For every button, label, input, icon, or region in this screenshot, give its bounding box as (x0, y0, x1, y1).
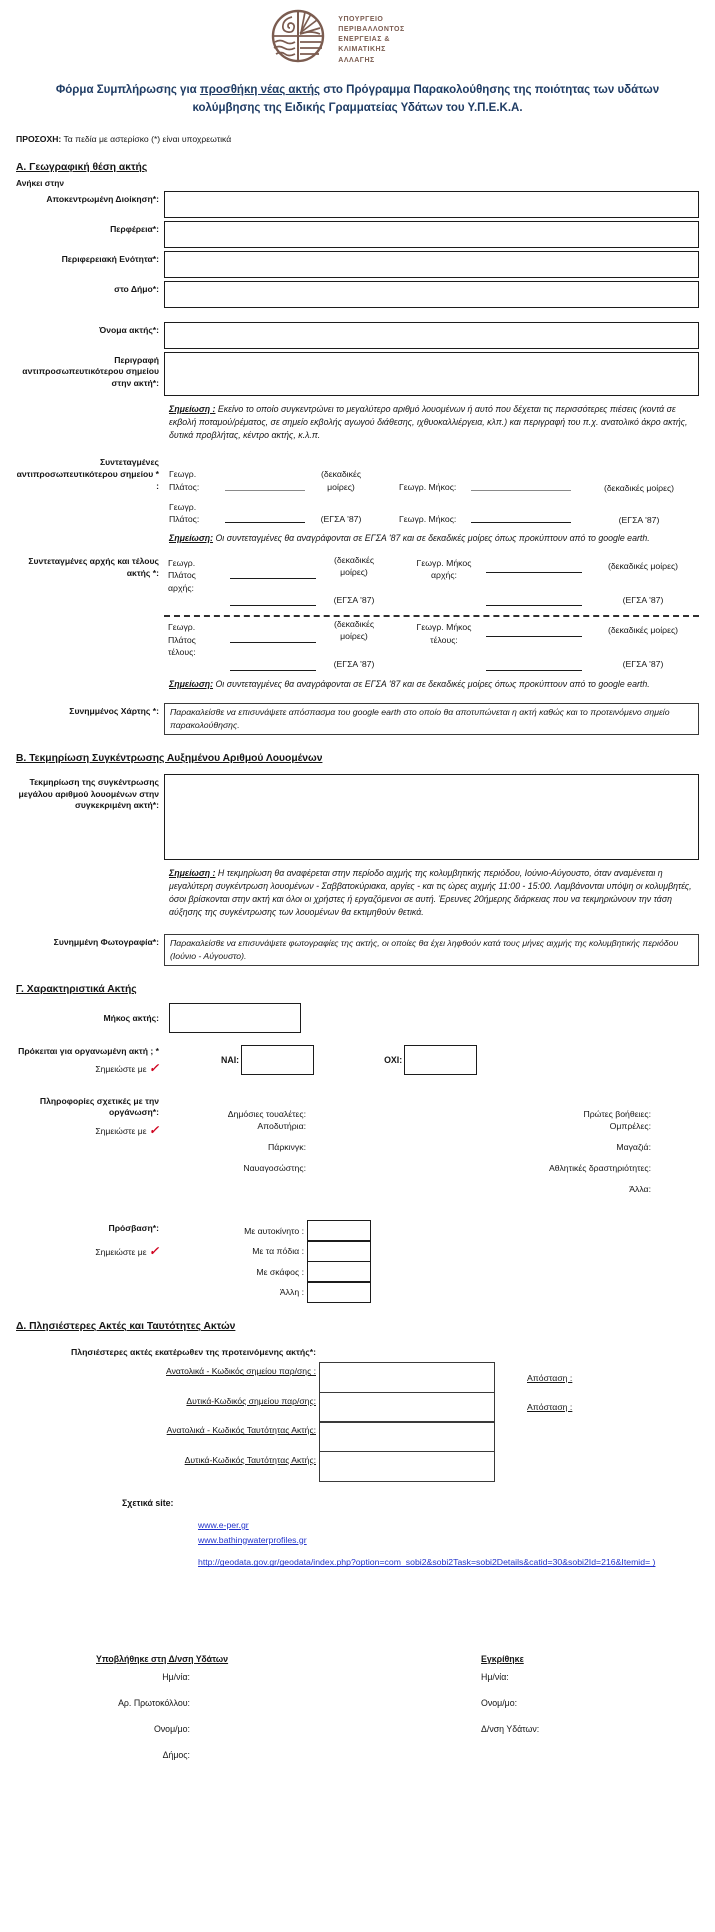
ministry-name (338, 8, 404, 66)
start-latitude-label: Γεωγρ. Πλάτος αρχής: (168, 558, 196, 593)
public-toilets-label[interactable]: Δημόσιες τουαλέτες: (227, 1108, 306, 1119)
attached-photo-label: Συνημμένη Φωτογραφία*: (53, 936, 159, 947)
longitude-label: Γεωγρ. Μήκος: (399, 513, 457, 524)
regional-unit-label: Περιφερειακή Ενότητα*: (61, 253, 159, 264)
no-label: ΟΧΙ: (384, 1054, 403, 1065)
no-checkbox[interactable] (404, 1045, 477, 1075)
bathingwaterprofiles-link[interactable]: www.bathingwaterprofiles.gr (198, 1534, 307, 1545)
attention-text: Τα πεδία με αστερίσκο (*) είναι υποχρεωτικά (61, 133, 232, 144)
mark-with-label: Σημειώστε με (95, 1125, 147, 1136)
approved-name-label: Ονομ/μο: (481, 1698, 518, 1709)
east-identity-code-row (16, 1421, 699, 1452)
section-a-heading: Α. Γεωγραφική θέση ακτής (16, 161, 148, 173)
submitted-block (16, 1654, 346, 1760)
rep-point-desc-label: Περιγραφή αντιπροσωπευτικότερου σημείου στην ακτή*: (22, 354, 159, 388)
west-identity-code-input[interactable] (319, 1451, 495, 1482)
yes-no-area (164, 1043, 477, 1077)
rep-point-desc-input[interactable] (164, 352, 699, 396)
east-point-code-row (16, 1362, 699, 1393)
ministry-logo-icon (270, 8, 326, 69)
note-label: Σημείωση : (169, 403, 216, 414)
note-label: Σημείωση: (169, 533, 214, 544)
page-title (16, 81, 699, 118)
by-boat-label: Με σκάφος : (256, 1266, 304, 1277)
startend-coords-label: Συντεταγμένες αρχής και τέλους ακτής *: (28, 556, 159, 579)
yes-checkbox[interactable] (241, 1045, 314, 1075)
nearest-beaches-intro: Πλησιέστερες ακτές εκατέρωθεν της προτεινόμενης ακτής*: (71, 1347, 316, 1358)
belongs-to-label: Ανήκει στην (16, 177, 65, 188)
mark-with-line (16, 1122, 159, 1138)
egsa87-unit: (ΕΓΣΑ '87) (333, 594, 375, 605)
egsa87-unit: (ΕΓΣΑ '87) (622, 658, 664, 669)
egsa87-unit: (ΕΓΣΑ '87) (618, 515, 660, 526)
parking-label[interactable]: Πάρκινγκ: (268, 1141, 306, 1152)
ministry-line: ΠΕΡΙΒΑΛΛΟΝΤΟΣ (338, 26, 405, 34)
east-point-code-label: Ανατολικά - Κωδικός σημείου παρ/σης : (166, 1366, 316, 1377)
decimal-degrees-unit: (δεκαδικές μοίρες) (320, 469, 362, 492)
east-identity-code-label: Ανατολικά - Κωδικός Ταυτότητας Ακτής: (166, 1425, 316, 1436)
organized-beach-label: Πρόκειται για οργανωμένη ακτή ; * (18, 1045, 159, 1056)
section-c-heading: Γ. Χαρακτηριστικά Ακτής (16, 983, 137, 995)
approved-heading: Εγκρίθηκε (481, 1654, 524, 1665)
section-b-heading: Β. Τεκμηρίωση Συγκέντρωσης Αυξημένου Αριθμού Λουομένων (16, 752, 323, 764)
start-end-divider (164, 615, 699, 617)
e-per-link[interactable]: www.e-per.gr (198, 1519, 249, 1530)
footer (16, 1654, 699, 1760)
geodata-link[interactable]: http://geodata.gov.gr/geodata/index.php?option=com_sobi2&sobi2Task=sobi2Details&catid=30&sobi2Id=216&Itemid= ) (198, 1557, 656, 1568)
east-point-code-input[interactable] (319, 1362, 495, 1393)
latitude-egsa-input[interactable] (225, 508, 305, 523)
longitude-decimal-input[interactable] (471, 476, 571, 491)
lifeguard-label[interactable]: Ναυαγοσώστης: (243, 1162, 306, 1173)
note-text: Οι συντεταγμένες θα αναγράφονται σε ΕΓΣΑ '87 και σε δεκαδικές μοίρες όπως προκύπτουν από το google earth. (213, 678, 650, 689)
checkmark-icon: ✓ (148, 1122, 159, 1137)
mark-with-line (16, 1060, 159, 1076)
other-access-checkbox[interactable] (307, 1281, 371, 1303)
attached-map-label: Συνημμένος Χάρτης *: (69, 705, 159, 716)
west-point-code-row (16, 1392, 699, 1423)
municipality-input[interactable] (164, 281, 699, 308)
organized-beach-label-block (16, 1043, 164, 1077)
mark-with-label: Σημειώστε με (95, 1247, 147, 1258)
justification-input[interactable] (164, 774, 699, 860)
attached-photo-placeholder: Παρακαλείσθε να επισυνάψετε φωτογραφίες της ακτής, οι οποίες θα έχει ληφθούν κατά τους μήνες αιχμής της κολυμβητικής περιόδου (Ιούνιο - Αύγουστο). (170, 937, 679, 961)
start-latitude-decimal-input[interactable] (230, 568, 316, 579)
beach-name-input[interactable] (164, 322, 699, 349)
latitude-decimal-input[interactable] (225, 476, 305, 491)
start-longitude-decimal-input[interactable] (486, 562, 582, 573)
end-latitude-group (168, 619, 386, 670)
attached-map-input[interactable] (164, 703, 699, 735)
rep-coords-row-decimal (169, 468, 699, 492)
organization-info-label: Πληροφορίες σχετικές με την οργάνωση*: (39, 1095, 159, 1118)
ministry-line: ΑΛΛΑΓΗΣ (338, 56, 375, 64)
submitted-name-label: Ονομ/μο: (153, 1724, 190, 1735)
mark-with-line (16, 1243, 159, 1259)
regional-unit-input[interactable] (164, 251, 699, 278)
title-part3: στο Πρόγραμμα Παρακολούθησης της ποιότητας των υδάτων κολύμβησης της Ειδικής Γραμματείας Υδάτων του Υ.Π.Ε.Κ.Α. (192, 84, 660, 115)
decentralized-admin-label: Αποκεντρωμένη Διοίκηση*: (46, 193, 159, 204)
title-part1: Φόρμα Συμπλήρωσης για (55, 84, 200, 96)
start-coords-rows (164, 555, 699, 606)
east-identity-code-input[interactable] (319, 1421, 495, 1452)
related-sites-label: Σχετικά site: (122, 1497, 174, 1508)
latitude-label: Γεωγρ. Πλάτος: (169, 501, 200, 524)
field-row-beach-name (16, 322, 699, 349)
field-row-region (16, 221, 699, 248)
protocol-number-label: Αρ. Πρωτοκόλλου: (118, 1698, 190, 1709)
decimal-degrees-unit: (δεκαδικές μοίρες) (333, 619, 375, 642)
title-part2-underlined: προσθήκη νέας ακτής (199, 84, 321, 96)
west-identity-code-row (16, 1451, 699, 1482)
organized-beach-row (16, 1043, 699, 1077)
note-text: Οι συντεταγμένες θα αναγράφονται σε ΕΓΣΑ '87 και σε δεκαδικές μοίρες όπως προκύπτουν από το google earth. (213, 533, 650, 544)
checkmark-icon: ✓ (148, 1244, 159, 1259)
start-longitude-egsa-input[interactable] (486, 595, 582, 606)
other-label[interactable]: Άλλα: (629, 1183, 651, 1194)
field-row-beach-length (16, 1003, 699, 1033)
yes-label: ΝΑΙ: (221, 1054, 240, 1065)
on-foot-checkbox[interactable] (307, 1240, 371, 1262)
field-row-regional-unit (16, 251, 699, 278)
distance-label: Απόσταση : (527, 1372, 573, 1383)
section-d-heading: Δ. Πλησιέστερες Ακτές και Ταυτότητες Ακτών (16, 1321, 236, 1333)
shops-label[interactable]: Μαγαζιά: (616, 1141, 651, 1152)
coords-note (169, 532, 699, 545)
region-input[interactable] (164, 221, 699, 248)
approved-block (481, 1654, 539, 1760)
by-car-checkbox[interactable] (307, 1220, 371, 1242)
field-row-municipality (16, 281, 699, 308)
egsa87-unit: (ΕΓΣΑ '87) (333, 658, 375, 669)
attached-map-placeholder: Παρακαλείσθε να επισυνάψετε απόσπασμα του google earth στο οποίο θα αποτυπώνεται η ακτή καθώς και το προτεινόμενο σημείο παρακολούθησης. (170, 706, 670, 730)
decimal-degrees-unit: (δεκαδικές μοίρες) (603, 482, 675, 493)
distance-label: Απόσταση : (527, 1402, 573, 1413)
organization-info-label-block (16, 1093, 164, 1194)
access-options (222, 1220, 371, 1304)
west-identity-code-label: Δυτικά-Κωδικός Ταυτότητας Ακτής: (184, 1454, 316, 1465)
submitted-municipality-label: Δήμος: (162, 1750, 190, 1761)
decimal-degrees-unit: (δεκαδικές μοίρες) (607, 561, 679, 572)
start-latitude-group (168, 555, 386, 606)
region-label: Περφέρεια*: (110, 223, 159, 234)
justification-label: Τεκμηρίωση της συγκέντρωσης μεγάλου αριθμού λουομένων στην συγκεκριμένη ακτή*: (18, 776, 159, 811)
end-longitude-egsa-input[interactable] (486, 660, 582, 671)
access-label-block (16, 1220, 164, 1304)
end-latitude-egsa-input[interactable] (230, 660, 316, 671)
related-links (198, 1518, 699, 1570)
approved-date-label: Ημ/νία: (481, 1672, 509, 1683)
related-sites (122, 1498, 699, 1570)
field-row-rep-point-desc (16, 352, 699, 396)
end-latitude-label: Γεωγρ. Πλάτος τέλους: (168, 622, 196, 657)
empty-cell (164, 1182, 306, 1194)
note-text: Η τεκμηρίωση θα αναφέρεται στην περίοδο αιχμής της κολυμβητικής περιόδου, Ιούνιο-Αύγουστο, όταν αναμένεται η μεγαλύτερη συγκέντρωση λουομένων - Σαββατοκύριακα, αργίες - και τις ώρες αιχμής 11:00 - 15:00. Λαμβάνονται υπόψη οι κολυμβητές, όσοι βρίσκονται στην ακτή και όλοι οι χρήστες ή εργαζόμενοι σε αυτή. Έρευνες 20ήμερης διάρκειας που να τεκμηριώνουν την τάση αύξησης της συγκέντρωσης των λουομένων θα εκτιμηθούν θετικά. (169, 867, 692, 918)
field-row-attached-photo (16, 934, 699, 966)
other-access-label: Άλλη : (279, 1287, 304, 1298)
umbrellas-label[interactable]: Ομπρέλες: (609, 1120, 651, 1131)
coords-note-2 (169, 678, 699, 691)
end-longitude-decimal-input[interactable] (486, 626, 582, 637)
attention-note (16, 134, 699, 144)
checkmark-icon: ✓ (148, 1061, 159, 1076)
decimal-degrees-unit: (δεκαδικές μοίρες) (607, 625, 679, 636)
west-point-code-label: Δυτικά-Κωδικός σημείου παρ/σης: (186, 1395, 316, 1406)
beach-name-label: Όνομα ακτής*: (99, 324, 159, 335)
header (0, 8, 699, 69)
rep-point-note (169, 403, 699, 443)
access-label: Πρόσβαση*: (108, 1222, 159, 1233)
field-row-admin-region (16, 191, 699, 218)
beach-length-input[interactable] (169, 1003, 301, 1033)
end-coords-rows (164, 619, 699, 670)
latitude-label: Γεωγρ. Πλάτος: (169, 469, 200, 492)
submitted-heading: Υποβλήθηκε στη Δ/νση Υδάτων (96, 1654, 229, 1665)
ministry-line: ΥΠΟΥΡΓΕΙΟ (338, 16, 384, 23)
ministry-line: ΚΛΙΜΑΤΙΚΗΣ (338, 46, 386, 54)
rep-coords-label: Συντεταγμένες αντιπροσωπευτικότερου σημείου * : (16, 457, 159, 492)
attention-label: ΠΡΟΣΟΧΗ: (16, 133, 62, 144)
nearest-beaches-rows (16, 1362, 699, 1482)
startend-coords-block (16, 555, 699, 670)
longitude-egsa-input[interactable] (471, 508, 571, 523)
municipality-label: στο Δήμο*: (114, 283, 159, 294)
end-longitude-label: Γεωγρ. Μήκος τέλους: (416, 622, 472, 645)
admin-fields-group (16, 191, 699, 308)
by-car-label: Με αυτοκίνητο : (244, 1225, 304, 1236)
start-latitude-egsa-input[interactable] (230, 595, 316, 606)
egsa87-unit: (ΕΓΣΑ '87) (622, 594, 664, 605)
note-label: Σημείωση: (169, 678, 214, 689)
access-row (16, 1220, 699, 1304)
field-row-attached-map (16, 703, 699, 735)
decimal-degrees-unit: (δεκαδικές μοίρες) (333, 555, 375, 577)
water-directorate-label: Δ/νση Υδάτων: (481, 1724, 540, 1735)
note-text: Εκείνο το οποίο συγκεντρώνει το μεγαλύτερο αριθμό λουομένων ή αυτό που δέχεται τις περισσότερες πιέσεις (κοντά σε εκβολή ποταμού/ρέματος, σε σημείο εκβολής αγωγού διάθεσης, ιχθυοκαλλιέργεια, κλπ.) και περιγραφή του π.χ. ανατολικό άκρο ακτής, δυτικά προβλήτας, κέντρο ακτής, κ.λ.π. (169, 403, 688, 441)
on-foot-label: Με τα πόδια : (252, 1246, 304, 1257)
ministry-line: ΕΝΕΡΓΕΙΑΣ & (338, 36, 390, 44)
note-label: Σημείωση : (169, 867, 216, 878)
start-longitude-group (408, 555, 698, 606)
longitude-label: Γεωγρ. Μήκος: (399, 481, 457, 492)
section-b-note (169, 867, 699, 920)
organization-info-row (16, 1093, 699, 1194)
attached-photo-input[interactable] (164, 934, 699, 966)
changing-rooms-label[interactable]: Αποδυτήρια: (257, 1120, 306, 1131)
sports-activities-label[interactable]: Αθλητικές δραστηριότητες: (549, 1162, 651, 1173)
organization-options (164, 1093, 699, 1194)
egsa87-unit: (ΕΓΣΑ '87) (320, 513, 362, 524)
first-aid-label[interactable]: Πρώτες βοήθειες: (583, 1108, 651, 1119)
submitted-date-label: Ημ/νία: (162, 1672, 190, 1683)
field-row-justification (16, 774, 699, 860)
end-latitude-decimal-input[interactable] (230, 632, 316, 643)
beach-length-label: Μήκος ακτής: (103, 1012, 159, 1023)
start-longitude-label: Γεωγρ. Μήκος αρχής: (416, 558, 472, 581)
rep-coords-block (16, 456, 699, 525)
mark-with-label: Σημειώστε με (95, 1064, 147, 1075)
rep-coords-row-egsa (169, 501, 699, 525)
west-point-code-input[interactable] (319, 1392, 495, 1423)
by-boat-checkbox[interactable] (307, 1261, 371, 1283)
decentralized-admin-input[interactable] (164, 191, 699, 218)
end-longitude-group (408, 619, 698, 670)
